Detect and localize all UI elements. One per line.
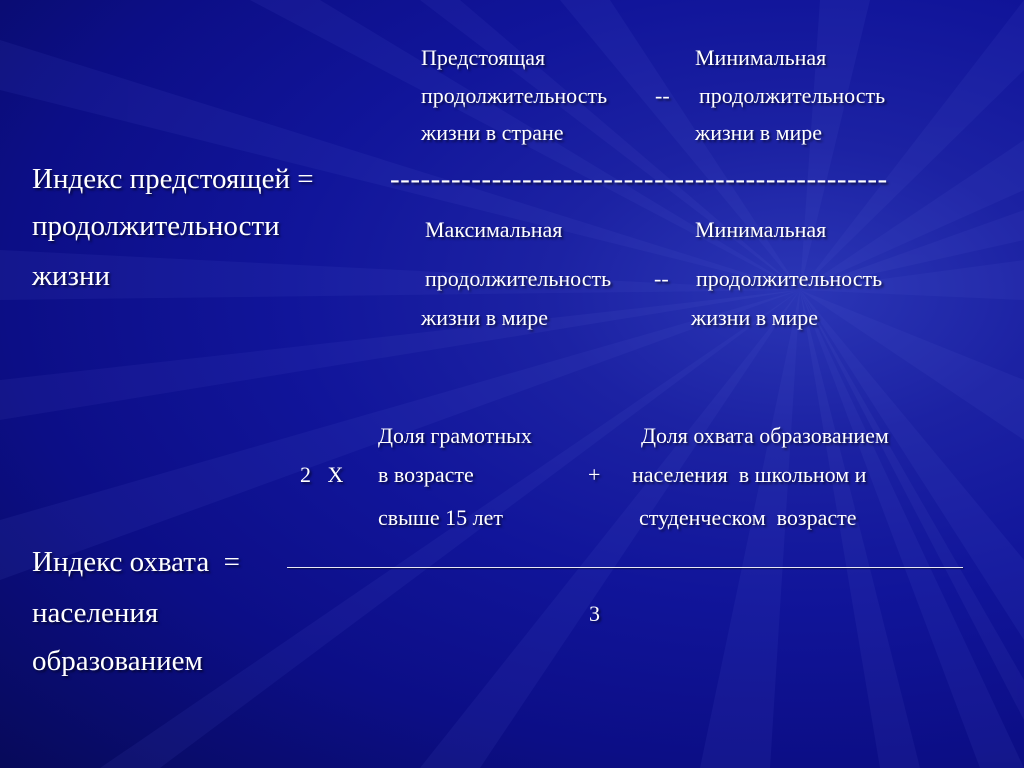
life-index-label-line1: Индекс предстоящей =: [32, 163, 314, 195]
life-den-right-line3: жизни в мире: [691, 305, 819, 330]
life-num-right-line1: Минимальная: [695, 45, 827, 70]
life-num-left-line3: жизни в стране: [421, 120, 564, 145]
edu-num-left-line2: в возрасте: [378, 462, 474, 487]
edu-num-left-line1: Доля грамотных: [378, 423, 532, 448]
life-den-right-line2: продолжительность: [696, 266, 883, 291]
life-den-left-line2: продолжительность: [425, 266, 612, 291]
edu-index-label-line2: населения: [32, 597, 159, 629]
life-index-label-line2: продолжительности: [32, 210, 280, 242]
edu-num-right-line3: студенческом возрасте: [639, 505, 857, 530]
edu-denominator: 3: [589, 601, 600, 626]
edu-num-plus: +: [588, 462, 601, 487]
life-index-label-line3: жизни: [32, 260, 111, 292]
life-den-minus: --: [654, 266, 669, 291]
life-den-right-line1: Минимальная: [695, 217, 827, 242]
life-num-left-line1: Предстоящая: [421, 45, 546, 70]
life-den-left-line3: жизни в мире: [421, 305, 549, 330]
edu-num-right-line1: Доля охвата образованием: [641, 423, 889, 448]
life-den-left-line1: Максимальная: [425, 217, 563, 242]
life-num-right-line3: жизни в мире: [695, 120, 823, 145]
life-fraction-line: -------------------------------------------------: [390, 163, 888, 195]
edu-index-label-line3: образованием: [32, 645, 203, 677]
edu-num-left-line3: свыше 15 лет: [378, 505, 503, 530]
edu-fraction-rule: [287, 567, 963, 568]
edu-index-label-line1: Индекс охвата =: [32, 546, 241, 578]
life-num-left-line2: продолжительность: [421, 83, 608, 108]
edu-num-right-line2: населения в школьном и: [632, 462, 867, 487]
life-num-minus: --: [655, 83, 670, 108]
life-num-right-line2: продолжительность: [699, 83, 886, 108]
edu-multiplier: 2 Х: [300, 462, 344, 487]
